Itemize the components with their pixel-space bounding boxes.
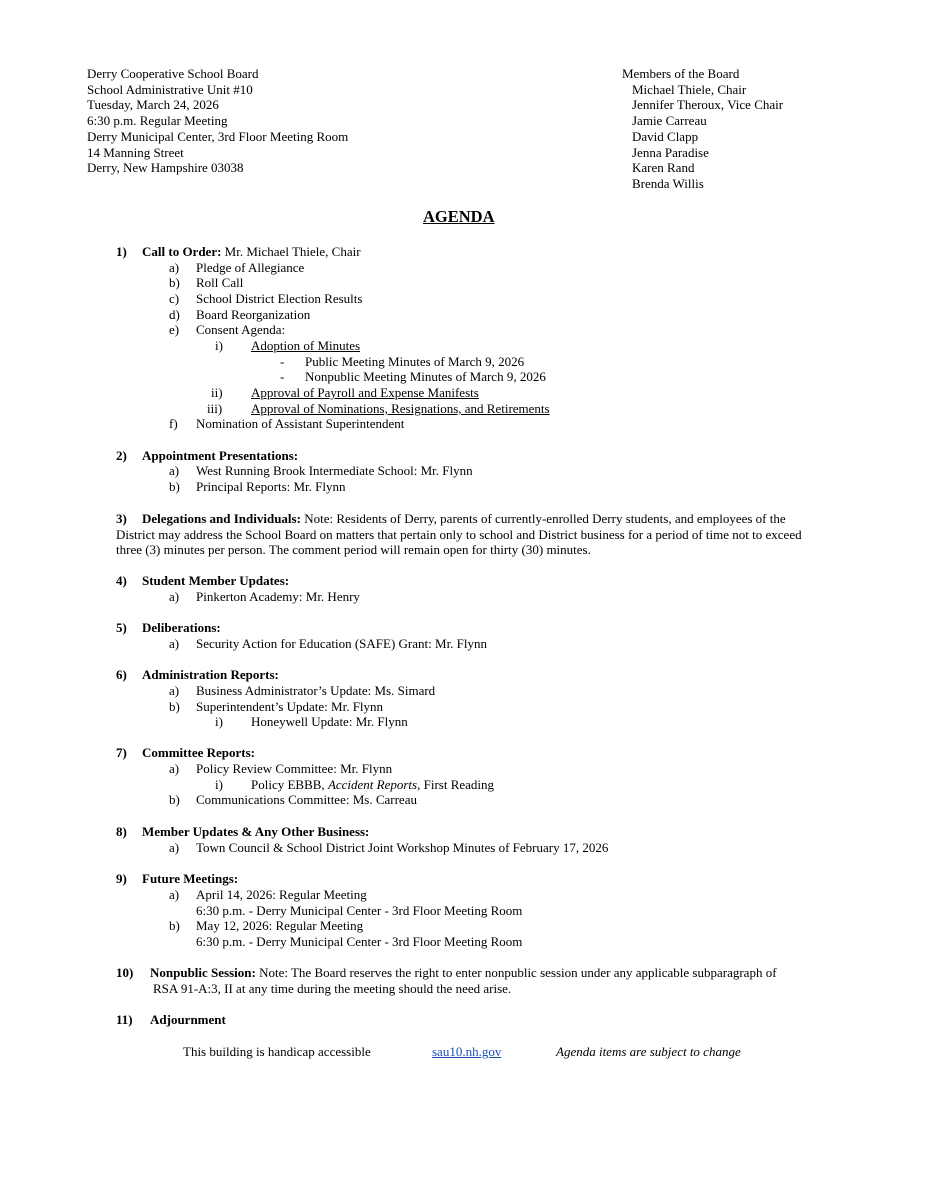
- sub-item-label: a): [169, 683, 180, 698]
- sub-sub-item-label: i): [215, 338, 223, 353]
- header-right: [622, 66, 783, 192]
- agenda-item-7: [116, 745, 255, 761]
- sub-item-text: Consent Agenda:: [196, 322, 286, 337]
- bullet-text: Public Meeting Minutes of March 9, 2026: [305, 354, 525, 369]
- item-number: 11): [116, 1012, 133, 1027]
- sub-item-label: d): [169, 307, 180, 322]
- item-title: Committee Reports:: [142, 745, 255, 760]
- bullet-dash: -: [280, 354, 285, 369]
- item-number: 10): [116, 965, 134, 980]
- item-number: 7): [116, 745, 127, 760]
- policy-prefix: Policy EBBB,: [251, 777, 328, 792]
- header-unit: School Administrative Unit #10: [87, 81, 253, 97]
- header-city: Derry, New Hampshire 03038: [87, 160, 244, 176]
- sub-item-text: Board Reorganization: [196, 307, 311, 322]
- header-left: [87, 66, 348, 176]
- sub-item-label: a): [169, 840, 180, 855]
- board-member: Jennifer Theroux, Vice Chair: [632, 97, 784, 113]
- sub-item-text: School District Election Results: [196, 291, 363, 306]
- agenda-item-4: [116, 573, 289, 589]
- sub-sub-item-label: i): [215, 714, 223, 729]
- sub-item-text: May 12, 2026: Regular Meeting: [196, 918, 364, 933]
- sub-item-label: c): [169, 291, 180, 306]
- sub-sub-item-label: ii): [211, 385, 223, 400]
- item-number: 6): [116, 667, 127, 682]
- agenda-item-5: [116, 620, 221, 636]
- sub-item-text: Policy Review Committee: Mr. Flynn: [196, 761, 393, 776]
- item-number: 2): [116, 448, 127, 463]
- sub-item-text: Business Administrator’s Update: Ms. Simard: [196, 683, 436, 698]
- sub-item-detail: 6:30 p.m. - Derry Municipal Center - 3rd Floor Meeting Room: [196, 903, 523, 918]
- sub-item-label: f): [169, 416, 178, 431]
- item-number: 8): [116, 824, 127, 839]
- sub-sub-item-text: Approval of Payroll and Expense Manifests: [251, 385, 479, 400]
- sub-sub-item-text: [251, 777, 494, 793]
- sub-item-label: b): [169, 918, 180, 933]
- board-member: Jamie Carreau: [632, 113, 707, 129]
- item-title: Call to Order:: [142, 244, 222, 259]
- board-member: Jenna Paradise: [632, 144, 709, 160]
- sub-sub-item-label: i): [215, 777, 223, 792]
- sub-sub-item-text: Honeywell Update: Mr. Flynn: [251, 714, 408, 729]
- board-member: David Clapp: [632, 128, 699, 144]
- item-title: Appointment Presentations:: [142, 448, 299, 463]
- policy-suffix: , First Reading: [417, 777, 495, 792]
- agenda-item-3: [116, 511, 786, 527]
- item-title: Adjournment: [150, 1012, 226, 1027]
- website-link[interactable]: sau10.nh.gov: [432, 1044, 502, 1059]
- item-title: Nonpublic Session:: [150, 965, 256, 980]
- item-title: Administration Reports:: [142, 667, 279, 682]
- sub-item-label: e): [169, 322, 180, 337]
- item-number: 4): [116, 573, 127, 588]
- disclaimer-note: Agenda items are subject to change: [556, 1044, 741, 1059]
- header-org: Derry Cooperative School Board: [87, 66, 259, 81]
- item-title: Future Meetings:: [142, 871, 239, 886]
- sub-item-label: a): [169, 589, 180, 604]
- sub-item-label: a): [169, 636, 180, 651]
- agenda-item-6: [116, 667, 279, 683]
- sub-item-label: a): [169, 260, 180, 275]
- bullet-dash: -: [280, 369, 285, 384]
- sub-item-label: a): [169, 887, 180, 902]
- sub-item-text: Principal Reports: Mr. Flynn: [196, 479, 346, 494]
- item-title: Student Member Updates:: [142, 573, 290, 588]
- sub-item-text: Security Action for Education (SAFE) Grant: Mr. Flynn: [196, 636, 488, 651]
- item-text: Mr. Michael Thiele, Chair: [221, 244, 361, 259]
- item-text: Note: Residents of Derry, parents of currently-enrolled Derry students, and employees of the: [300, 511, 786, 526]
- item-number: 3): [116, 511, 127, 526]
- sub-item-label: a): [169, 761, 180, 776]
- item-number: 1): [116, 244, 127, 259]
- sub-item-text: April 14, 2026: Regular Meeting: [196, 887, 367, 902]
- sub-item-text: Roll Call: [196, 275, 244, 290]
- header-venue: Derry Municipal Center, 3rd Floor Meeting Room: [87, 128, 349, 144]
- agenda-item-11: [116, 1012, 226, 1028]
- header-street: 14 Manning Street: [87, 144, 184, 160]
- item-title: Member Updates & Any Other Business:: [142, 824, 370, 839]
- sub-sub-item-label: iii): [207, 401, 223, 416]
- page-title: AGENDA: [423, 207, 495, 226]
- item-number: 5): [116, 620, 127, 635]
- sub-item-text: West Running Brook Intermediate School: Mr. Flynn: [196, 463, 473, 478]
- sub-item-text: Nomination of Assistant Superintendent: [196, 416, 405, 431]
- agenda-item-9: [116, 871, 238, 887]
- sub-item-text: Pinkerton Academy: Mr. Henry: [196, 589, 360, 604]
- sub-item-label: b): [169, 275, 180, 290]
- sub-item-text: Town Council & School District Joint Workshop Minutes of February 17, 2026: [196, 840, 609, 855]
- item-title: Delegations and Individuals:: [142, 511, 301, 526]
- agenda-item-8: [116, 824, 369, 840]
- agenda-item-10: [116, 965, 777, 981]
- item-text: Note: The Board reserves the right to enter nonpublic session under any applicable subparagraph of: [255, 965, 777, 980]
- sub-item-text: Communications Committee: Ms. Carreau: [196, 792, 417, 807]
- sub-item-text: Pledge of Allegiance: [196, 260, 305, 275]
- item-title: Deliberations:: [142, 620, 221, 635]
- sub-item-label: b): [169, 792, 180, 807]
- item-text: District may address the School Board on matters that pertain only to school and District business for a period of time not to exceed: [116, 527, 802, 542]
- header-time: 6:30 p.m. Regular Meeting: [87, 113, 228, 129]
- board-member: Brenda Willis: [632, 175, 704, 191]
- sub-sub-item-text: Adoption of Minutes: [251, 338, 361, 353]
- sub-item-label: b): [169, 699, 180, 714]
- agenda-item-1: [116, 244, 361, 260]
- item-text: RSA 91-A:3, II at any time during the meeting should the need arise.: [153, 981, 512, 996]
- sub-sub-item-text: Approval of Nominations, Resignations, and Retirements: [251, 401, 550, 416]
- sub-item-text: Superintendent’s Update: Mr. Flynn: [196, 699, 384, 714]
- item-number: 9): [116, 871, 127, 886]
- sub-item-label: a): [169, 463, 180, 478]
- bullet-text: Nonpublic Meeting Minutes of March 9, 2026: [305, 369, 546, 384]
- agenda-item-2: [116, 448, 298, 464]
- sub-item-detail: 6:30 p.m. - Derry Municipal Center - 3rd Floor Meeting Room: [196, 934, 523, 949]
- item-text: three (3) minutes per person. The comment period will remain open for thirty (30) minutes.: [116, 542, 591, 557]
- sub-item-label: b): [169, 479, 180, 494]
- board-member: Michael Thiele, Chair: [632, 81, 747, 97]
- policy-name: Accident Reports: [327, 777, 418, 792]
- board-members-title: Members of the Board: [622, 66, 740, 81]
- accessibility-note: This building is handicap accessible: [183, 1044, 371, 1059]
- header-date: Tuesday, March 24, 2026: [87, 97, 219, 113]
- board-member: Karen Rand: [632, 160, 695, 176]
